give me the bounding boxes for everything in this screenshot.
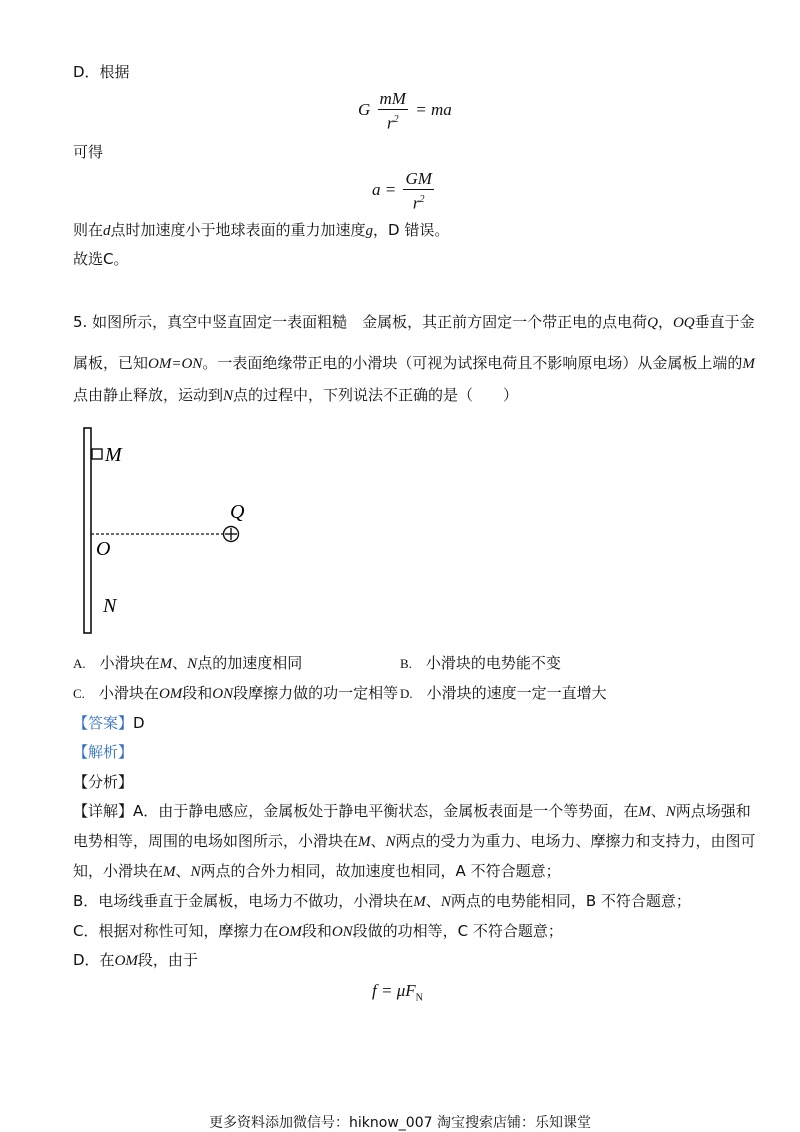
option-d: D. 小滑块的速度一定一直增大: [400, 684, 607, 702]
footer-text: 更多资料添加微信号：hiknow_007 淘宝搜索店铺：乐知课堂: [209, 1115, 591, 1131]
detail-line-6: D．在OM段，由于: [73, 951, 198, 969]
choose-text: 故选C。: [73, 250, 129, 268]
detail-line-4: B．电场线垂直于金属板，电场力不做功，小滑块在M、N两点的电势能相同，B 不符合题意；: [73, 892, 691, 910]
label-o: O: [96, 538, 111, 560]
option-c: C. 小滑块在OM段和ON段摩擦力做的功一定相等: [73, 684, 399, 702]
option-a: A. 小滑块在M、N点的加速度相同: [73, 654, 303, 672]
point-charge-icon: [224, 527, 239, 542]
conclusion-text: 则在d点时加速度小于地球表面的重力加速度g，D 错误。: [73, 221, 450, 239]
detail-line-5: C．根据对称性可知，摩擦力在OM段和ON段做的功相等，C 不符合题意；: [73, 922, 563, 940]
fenxi-heading: 【分析】: [73, 773, 134, 791]
option-d-intro: D．根据: [73, 63, 130, 81]
detail-line-2: 电势相等，周围的电场如图所示，小滑块在M、N两点的受力为重力、电场力、摩擦力和支持力，由图可: [73, 832, 756, 850]
label-q: Q: [230, 501, 245, 523]
slider-block: [92, 449, 102, 459]
equation-friction: $f = \mu F_N$: [372, 981, 423, 1004]
jiexi-heading: 【解析】: [73, 743, 134, 761]
question-line-3: 点由静止释放，运动到N点的过程中，下列说法不正确的是（ ）: [73, 386, 519, 404]
option-b: B. 小滑块的电势能不变: [400, 654, 561, 672]
kede-text: 可得: [73, 143, 104, 161]
label-n: N: [103, 595, 117, 617]
metal-plate: [84, 428, 91, 633]
equation-gravity: G $\frac{mM}{r^2}$ = ma: [358, 89, 452, 133]
label-m: M: [105, 444, 122, 466]
question-line-1: 5. 如图所示，真空中竖直固定一表面粗糙 金属板，其正前方固定一个带正电的点电荷Q，OQ垂直于金: [73, 313, 755, 331]
physics-diagram: [80, 425, 260, 640]
answer-line: 【答案】D: [73, 714, 145, 732]
detail-line-1: 【详解】A．由于静电感应，金属板处于静电平衡状态，金属板表面是一个等势面，在M、N两点场强和: [73, 802, 751, 820]
equation-acceleration: a = $\frac{GM}{r^2}$: [372, 169, 432, 213]
question-line-2: 属板，已知OM=ON。一表面绝缘带正电的小滑块（可视为试探电荷且不影响原电场）从金属板上端的M: [73, 354, 755, 372]
detail-line-3: 知，小滑块在M、N两点的合外力相同，故加速度也相同，A 不符合题意；: [73, 862, 561, 880]
